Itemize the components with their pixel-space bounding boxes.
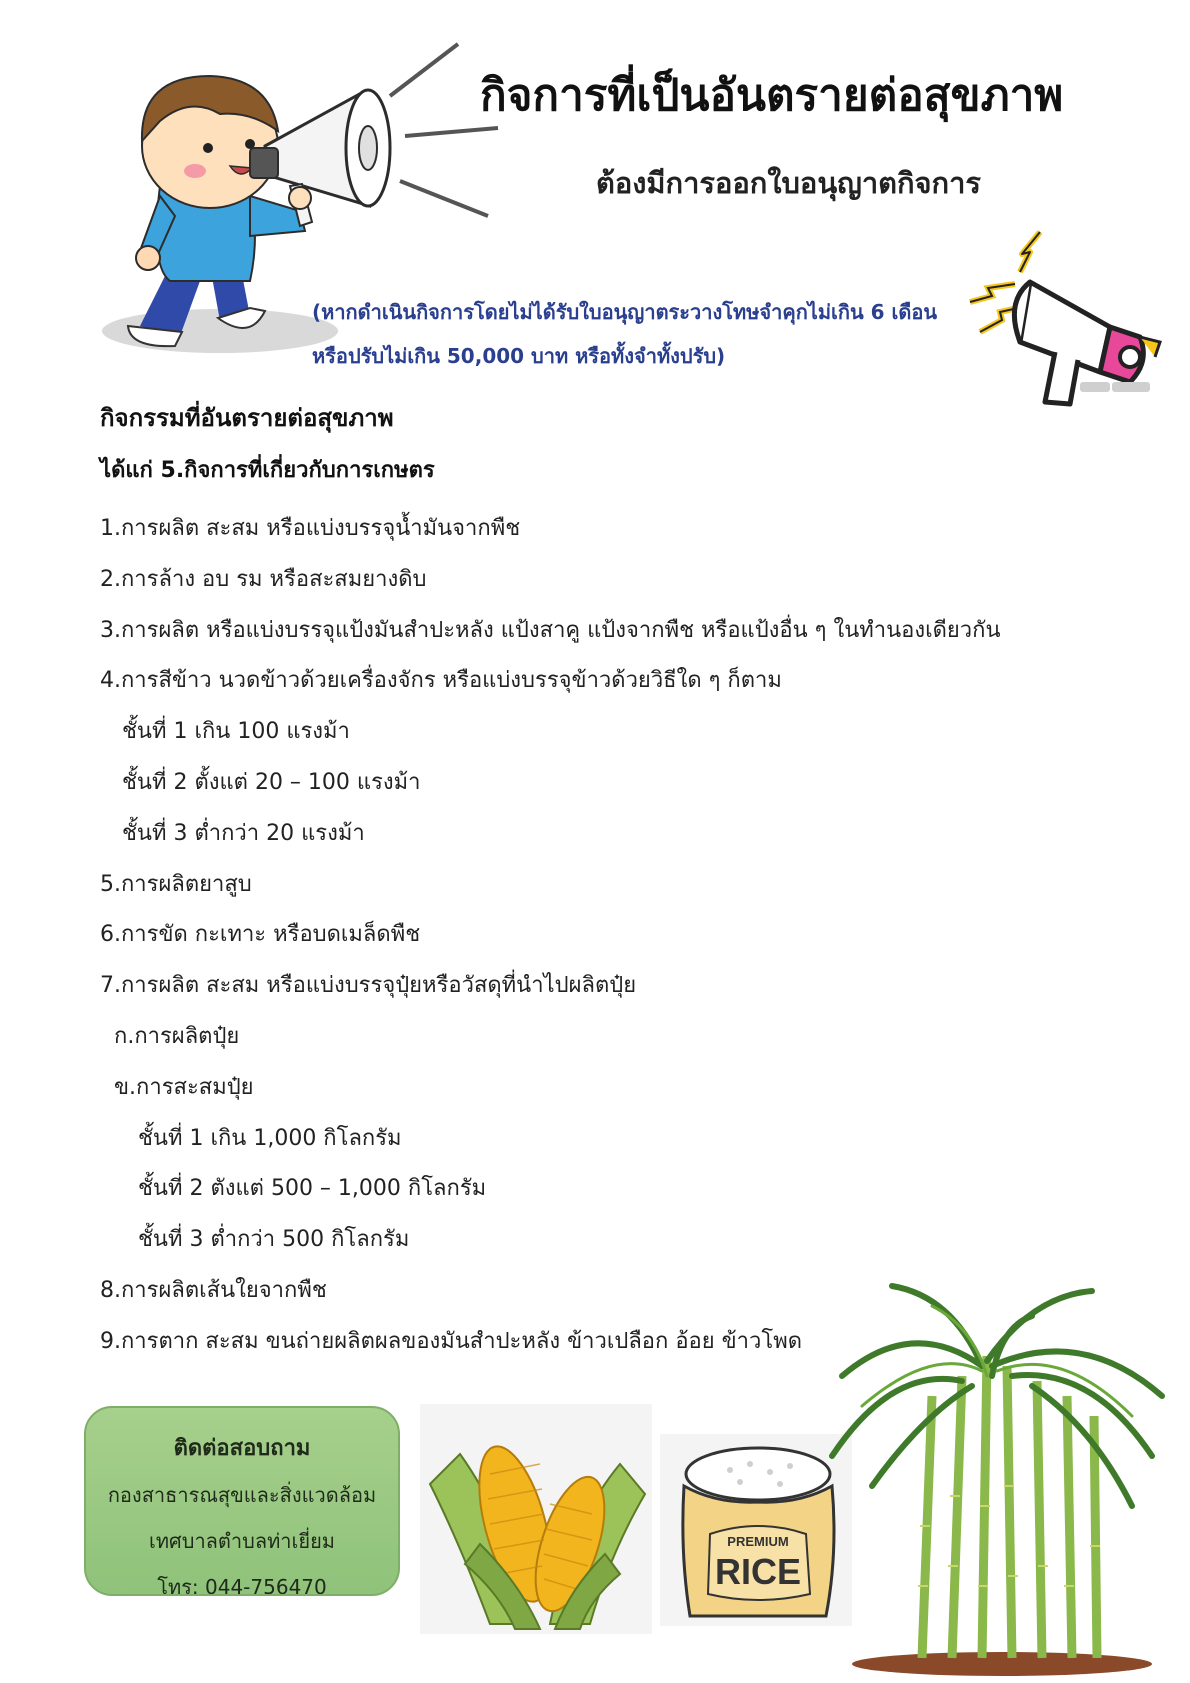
list-item: 1.การผลิต สะสม หรือแบ่งบรรจุน้ำมันจากพืช [100, 516, 521, 541]
list-subitem: ข.การสะสมปุ๋ย [114, 1074, 254, 1100]
list-item: 2.การล้าง อบ รม หรือสะสมยางดิบ [100, 566, 427, 592]
list-subitem: ชั้นที่ 2 ตังแต่ 500 – 1,000 กิโลกรัม [138, 1176, 487, 1202]
list-item: 6.การขัด กะเทาะ หรือบดเมล็ดพืช [100, 922, 421, 948]
list-subitem: ชั้นที่ 3 ต่ำกว่า 20 แรงม้า [122, 820, 365, 846]
pink-megaphone-icon [960, 232, 1170, 432]
contact-department: กองสาธารณสุขและสิ่งแวดล้อม [107, 1483, 377, 1507]
penalty-note [312, 290, 937, 378]
list-subitem: ชั้นที่ 3 ต่ำกว่า 500 กิโลกรัม [138, 1227, 410, 1253]
penalty-line-1: (หากดำเนินกิจการโดยไม่ได้รับใบอนุญาตระวางโทษจำคุกไม่เกิน 6 เดือน [312, 300, 938, 324]
contact-municipality: เทศบาลตำบลท่าเยี่ยม [149, 1529, 335, 1553]
corn-illustration [420, 1404, 652, 1634]
rice-bag-rice-label: RICE [714, 1551, 802, 1592]
list-item: 5.การผลิตยาสูบ [100, 871, 252, 897]
list-item: 9.การตาก สะสม ขนถ่ายผลิตผลของมันสำปะหลัง ข้าวเปลือก อ้อย ข้าวโพด [100, 1328, 802, 1354]
page-subtitle: ต้องมีการออกใบอนุญาตกิจการ [596, 166, 981, 200]
list-item: 8.การผลิตเส้นใยจากพืช [100, 1277, 327, 1303]
section-heading: กิจกรรมที่อันตรายต่อสุขภาพ [100, 404, 394, 432]
contact-phone: โทร: 044-756470 [157, 1575, 327, 1596]
sugarcane-illustration [832, 1286, 1182, 1676]
list-item: 7.การผลิต สะสม หรือแบ่งบรรจุปุ๋ยหรือวัสดุที่นำไปผลิตปุ๋ย [100, 973, 637, 999]
contact-box [84, 1406, 400, 1596]
page-title: กิจการที่เป็นอันตรายต่อสุขภาพ [480, 70, 1064, 121]
rice-bag-illustration [660, 1434, 852, 1626]
list-item: 4.การสีข้าว นวดข้าวด้วยเครื่องจักร หรือแบ่งบรรจุข้าวด้วยวิธีใด ๆ ก็ตาม [100, 668, 782, 694]
business-list [100, 504, 1000, 1368]
list-subitem: ชั้นที่ 2 ตั้งแต่ 20 – 100 แรงม้า [122, 769, 421, 795]
list-subitem: ชั้นที่ 1 เกิน 1,000 กิโลกรัม [138, 1125, 402, 1151]
list-subitem: ก.การผลิตปุ๋ย [114, 1023, 240, 1049]
rice-bag-premium-label: PREMIUM [727, 1534, 789, 1549]
contact-title: ติดต่อสอบถาม [173, 1436, 311, 1461]
list-item: 3.การผลิต หรือแบ่งบรรจุแป้งมันสำปะหลัง แป้งสาคู แป้งจากพืช หรือแป้งอื่น ๆ ในทำนองเดียวกัน [100, 617, 1001, 643]
penalty-line-2: หรือปรับไม่เกิน 50,000 บาท หรือทั้งจำทั้งปรับ) [312, 344, 726, 368]
section-subheading: ได้แก่ 5.กิจการที่เกี่ยวกับการเกษตร [100, 458, 435, 483]
list-subitem: ชั้นที่ 1 เกิน 100 แรงม้า [122, 719, 350, 745]
